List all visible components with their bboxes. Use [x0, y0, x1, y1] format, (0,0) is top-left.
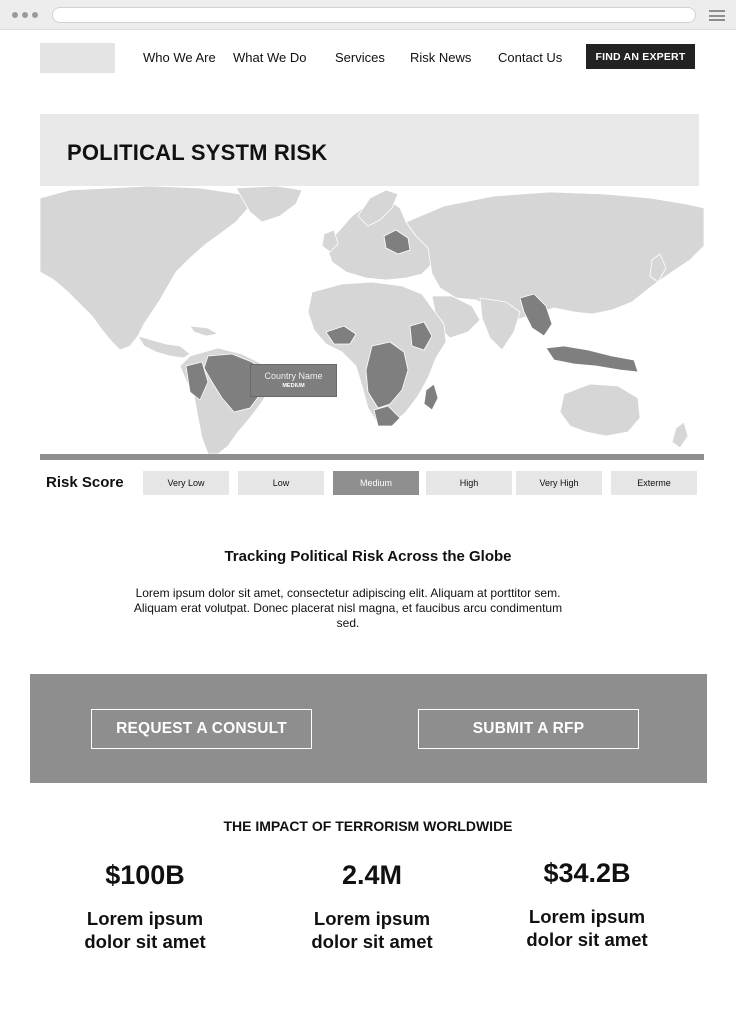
- region-greenland: [236, 186, 302, 222]
- risk-score-label: Risk Score: [46, 474, 124, 491]
- stat-caption-line: dolor sit amet: [84, 931, 206, 952]
- highlight-madagascar: [424, 384, 438, 410]
- map-bottom-bar: [40, 454, 704, 460]
- region-australia: [560, 384, 640, 436]
- world-map-graphic: [40, 186, 704, 454]
- stat-caption-line: Lorem ipsum: [313, 908, 431, 929]
- title-band: [40, 114, 699, 186]
- stat-value: $34.2B: [543, 858, 631, 888]
- risk-medium-button[interactable]: Medium: [333, 471, 419, 495]
- stats-heading: THE IMPACT OF TERRORISM WORLDWIDE: [223, 818, 513, 834]
- window-dot[interactable]: [32, 12, 38, 18]
- logo-placeholder[interactable]: [40, 43, 115, 73]
- region-north-america: [40, 186, 250, 350]
- stat-card: [282, 860, 462, 953]
- browser-chrome: [0, 0, 736, 30]
- nav-services[interactable]: Services: [335, 50, 385, 65]
- consult-band: [30, 674, 707, 783]
- window-dot[interactable]: [12, 12, 18, 18]
- country-tooltip: [250, 364, 337, 397]
- stat-value: 2.4M: [341, 860, 403, 890]
- window-controls: [12, 12, 38, 18]
- stat-value: $100B: [105, 860, 185, 890]
- stat-caption: [55, 907, 235, 953]
- stat-caption-line: dolor sit amet: [311, 931, 433, 952]
- intro-body: Lorem ipsum dolor sit amet, consectetur adipiscing elit. Aliquam at porttitor sem. Aliquam erat volutpat. Donec placerat nisl magna, et faucibus arcu condimentum sed.: [133, 586, 563, 630]
- nav-contact-us[interactable]: Contact Us: [498, 50, 563, 65]
- highlight-indonesia: [546, 346, 638, 372]
- hamburger-menu-icon[interactable]: [709, 10, 725, 21]
- window-dot[interactable]: [22, 12, 28, 18]
- find-an-expert-button[interactable]: FIND AN EXPERT: [586, 44, 695, 69]
- risk-very-high-button[interactable]: Very High: [516, 471, 602, 495]
- intro-heading: Tracking Political Risk Across the Globe: [224, 548, 512, 565]
- tooltip-risk-level: MEDIUM: [282, 383, 305, 389]
- nav-who-we-are[interactable]: Who We Are: [143, 50, 216, 65]
- stat-caption-line: Lorem ipsum: [86, 908, 204, 929]
- region-central-america: [138, 336, 190, 358]
- risk-extreme-button[interactable]: Exterme: [611, 471, 697, 495]
- stat-caption-line: Lorem ipsum: [528, 906, 646, 927]
- page-title: POLITICAL SYSTM RISK: [67, 140, 328, 165]
- risk-very-low-button[interactable]: Very Low: [143, 471, 229, 495]
- submit-rfp-button[interactable]: SUBMIT A RFP: [418, 709, 639, 749]
- risk-low-button[interactable]: Low: [238, 471, 324, 495]
- region-new-zealand: [672, 422, 688, 448]
- tooltip-country-name: Country Name: [264, 371, 323, 381]
- risk-high-button[interactable]: High: [426, 471, 512, 495]
- world-map[interactable]: [40, 186, 704, 454]
- stat-caption-line: dolor sit amet: [526, 929, 648, 950]
- stat-card: [497, 858, 677, 951]
- nav-what-we-do[interactable]: What We Do: [233, 50, 307, 65]
- region-caribbean: [190, 326, 218, 336]
- stat-caption: [497, 905, 677, 951]
- request-consult-button[interactable]: REQUEST A CONSULT: [91, 709, 312, 749]
- nav-risk-news[interactable]: Risk News: [410, 50, 472, 65]
- address-bar[interactable]: [52, 7, 696, 23]
- stat-caption: [282, 907, 462, 953]
- stat-card: [55, 860, 235, 953]
